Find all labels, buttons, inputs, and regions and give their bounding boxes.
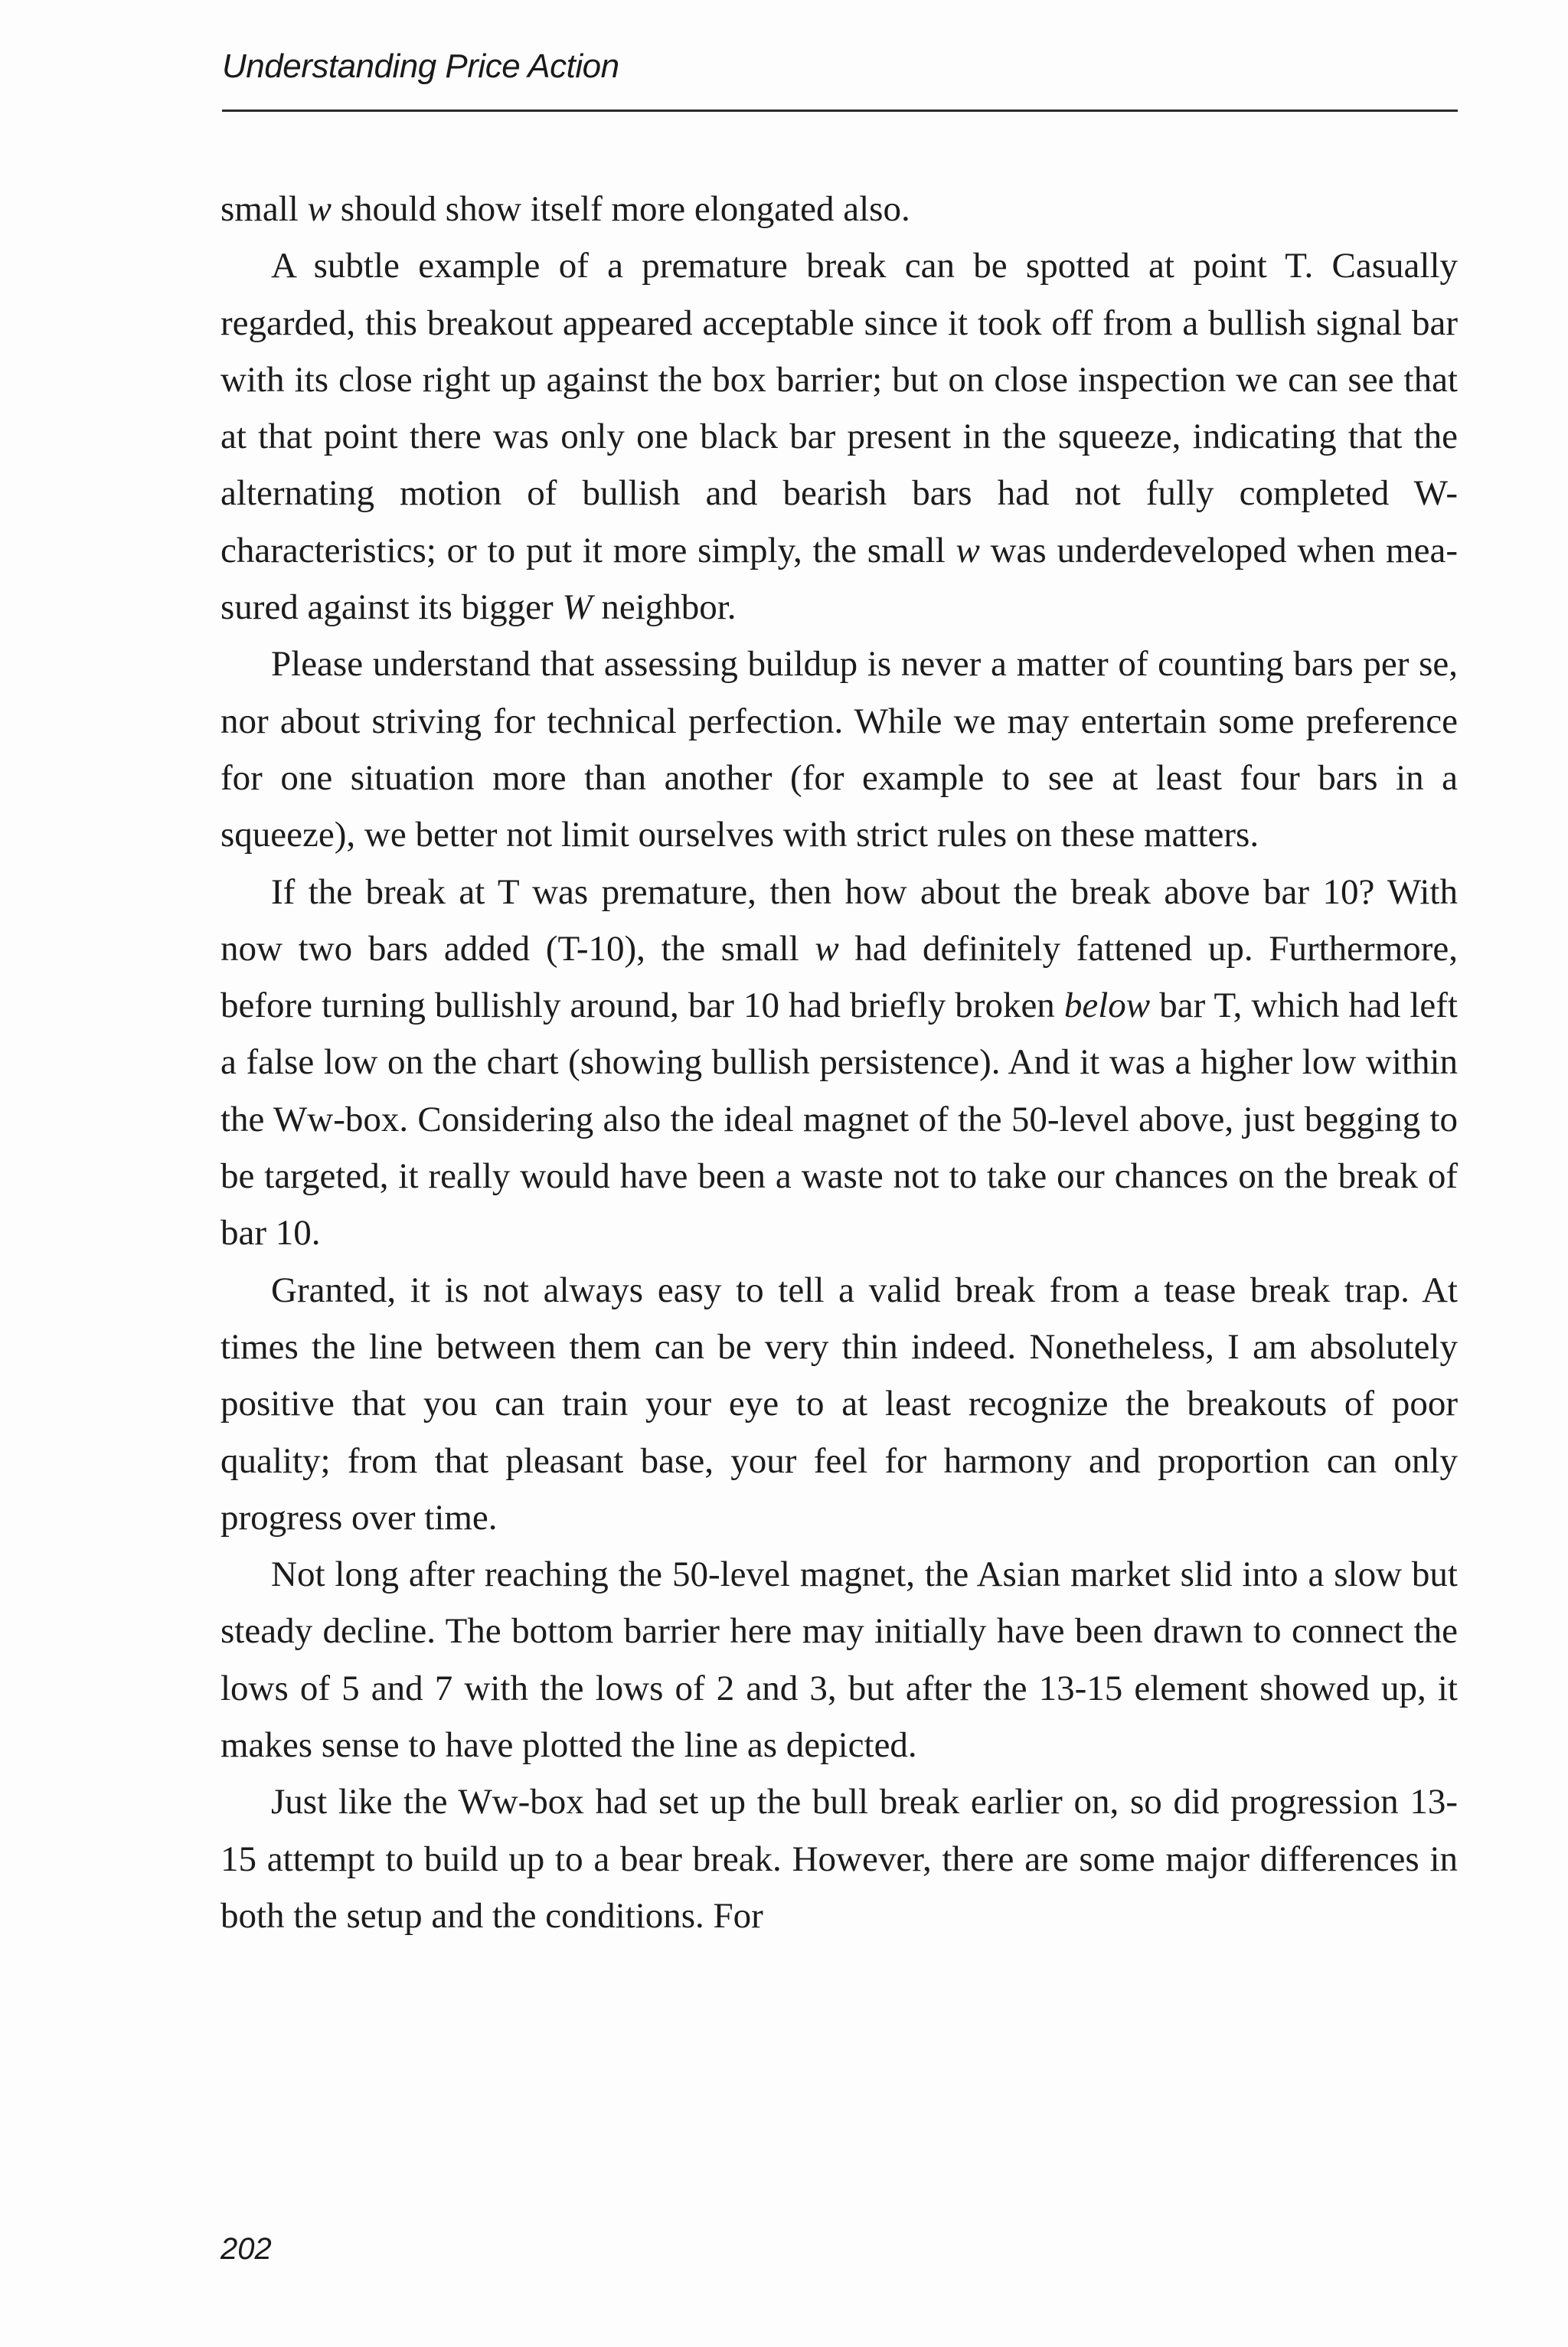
paragraph-5: Granted, it is not always easy to tell a valid break from a tease break trap. At times the line between them can be very thin indeed. Nonetheless, I am absolutely positive that you can train your eye to at least recognize the breakouts of poor quality; from that pleasant base, your feel for harmony and proportion can only progress over time. bbox=[220, 1270, 1458, 1538]
paragraph-4: If the break at T was premature, then how about the break above bar 10? With now two bars added (T-10), the small w had definitely fattened up. Furthermore, before turning bullishly around, bar 10 had briefly broken below bar T, which had left a false low on the chart (showing bullish persistence). And it was a higher low within the Ww-box. Considering also the ideal magnet of the 50-level above, just begging to be targeted, it really would have been a waste not to take our chances on the break of bar 10. bbox=[220, 871, 1459, 1254]
running-head: Understanding Price Action bbox=[222, 47, 619, 85]
paragraph-2: A subtle example of a premature break can be spotted at point T. Casually regarded, this breakout appeared acceptable since it took off from a bullish signal bar with its close right up against the box barrier; but on close inspection we can see that at that point there was only one black bar present in the squeeze, indicating that the alternating motion of bullish and bearish bars had not fully completed W-characteristics; or to put it more simply, the small w was underdeveloped when measured against its bigger W neighbor. bbox=[220, 246, 1458, 628]
body-text bbox=[220, 181, 1458, 1944]
paragraph-1: small w should show itself more elongated also. bbox=[220, 189, 910, 229]
paragraph-6: Not long after reaching the 50-level magnet, the Asian market slid into a slow but steady decline. The bottom barrier here may initially have been drawn to connect the lows of 5 and 7 with the lows of 2 and 3, but after the 13-15 element showed up, it makes sense to have plotted the line as depicted. bbox=[220, 1554, 1458, 1766]
header-rule bbox=[222, 110, 1458, 112]
paragraph-3: Please understand that assessing buildup is never a matter of counting bars per se, nor about striving for technical perfection. While we may entertain some preference for one situation more than another (for example to see at least four bars in a squeeze), we better not limit ourselves with strict rules on these matters. bbox=[220, 644, 1458, 855]
paragraph-7: Just like the Ww-box had set up the bull break earlier on, so did progression 13-15 attempt to build up to a bear break. However, there are some major differences in both the setup and the conditions. For bbox=[220, 1782, 1458, 1936]
page-number: 202 bbox=[220, 2232, 272, 2266]
